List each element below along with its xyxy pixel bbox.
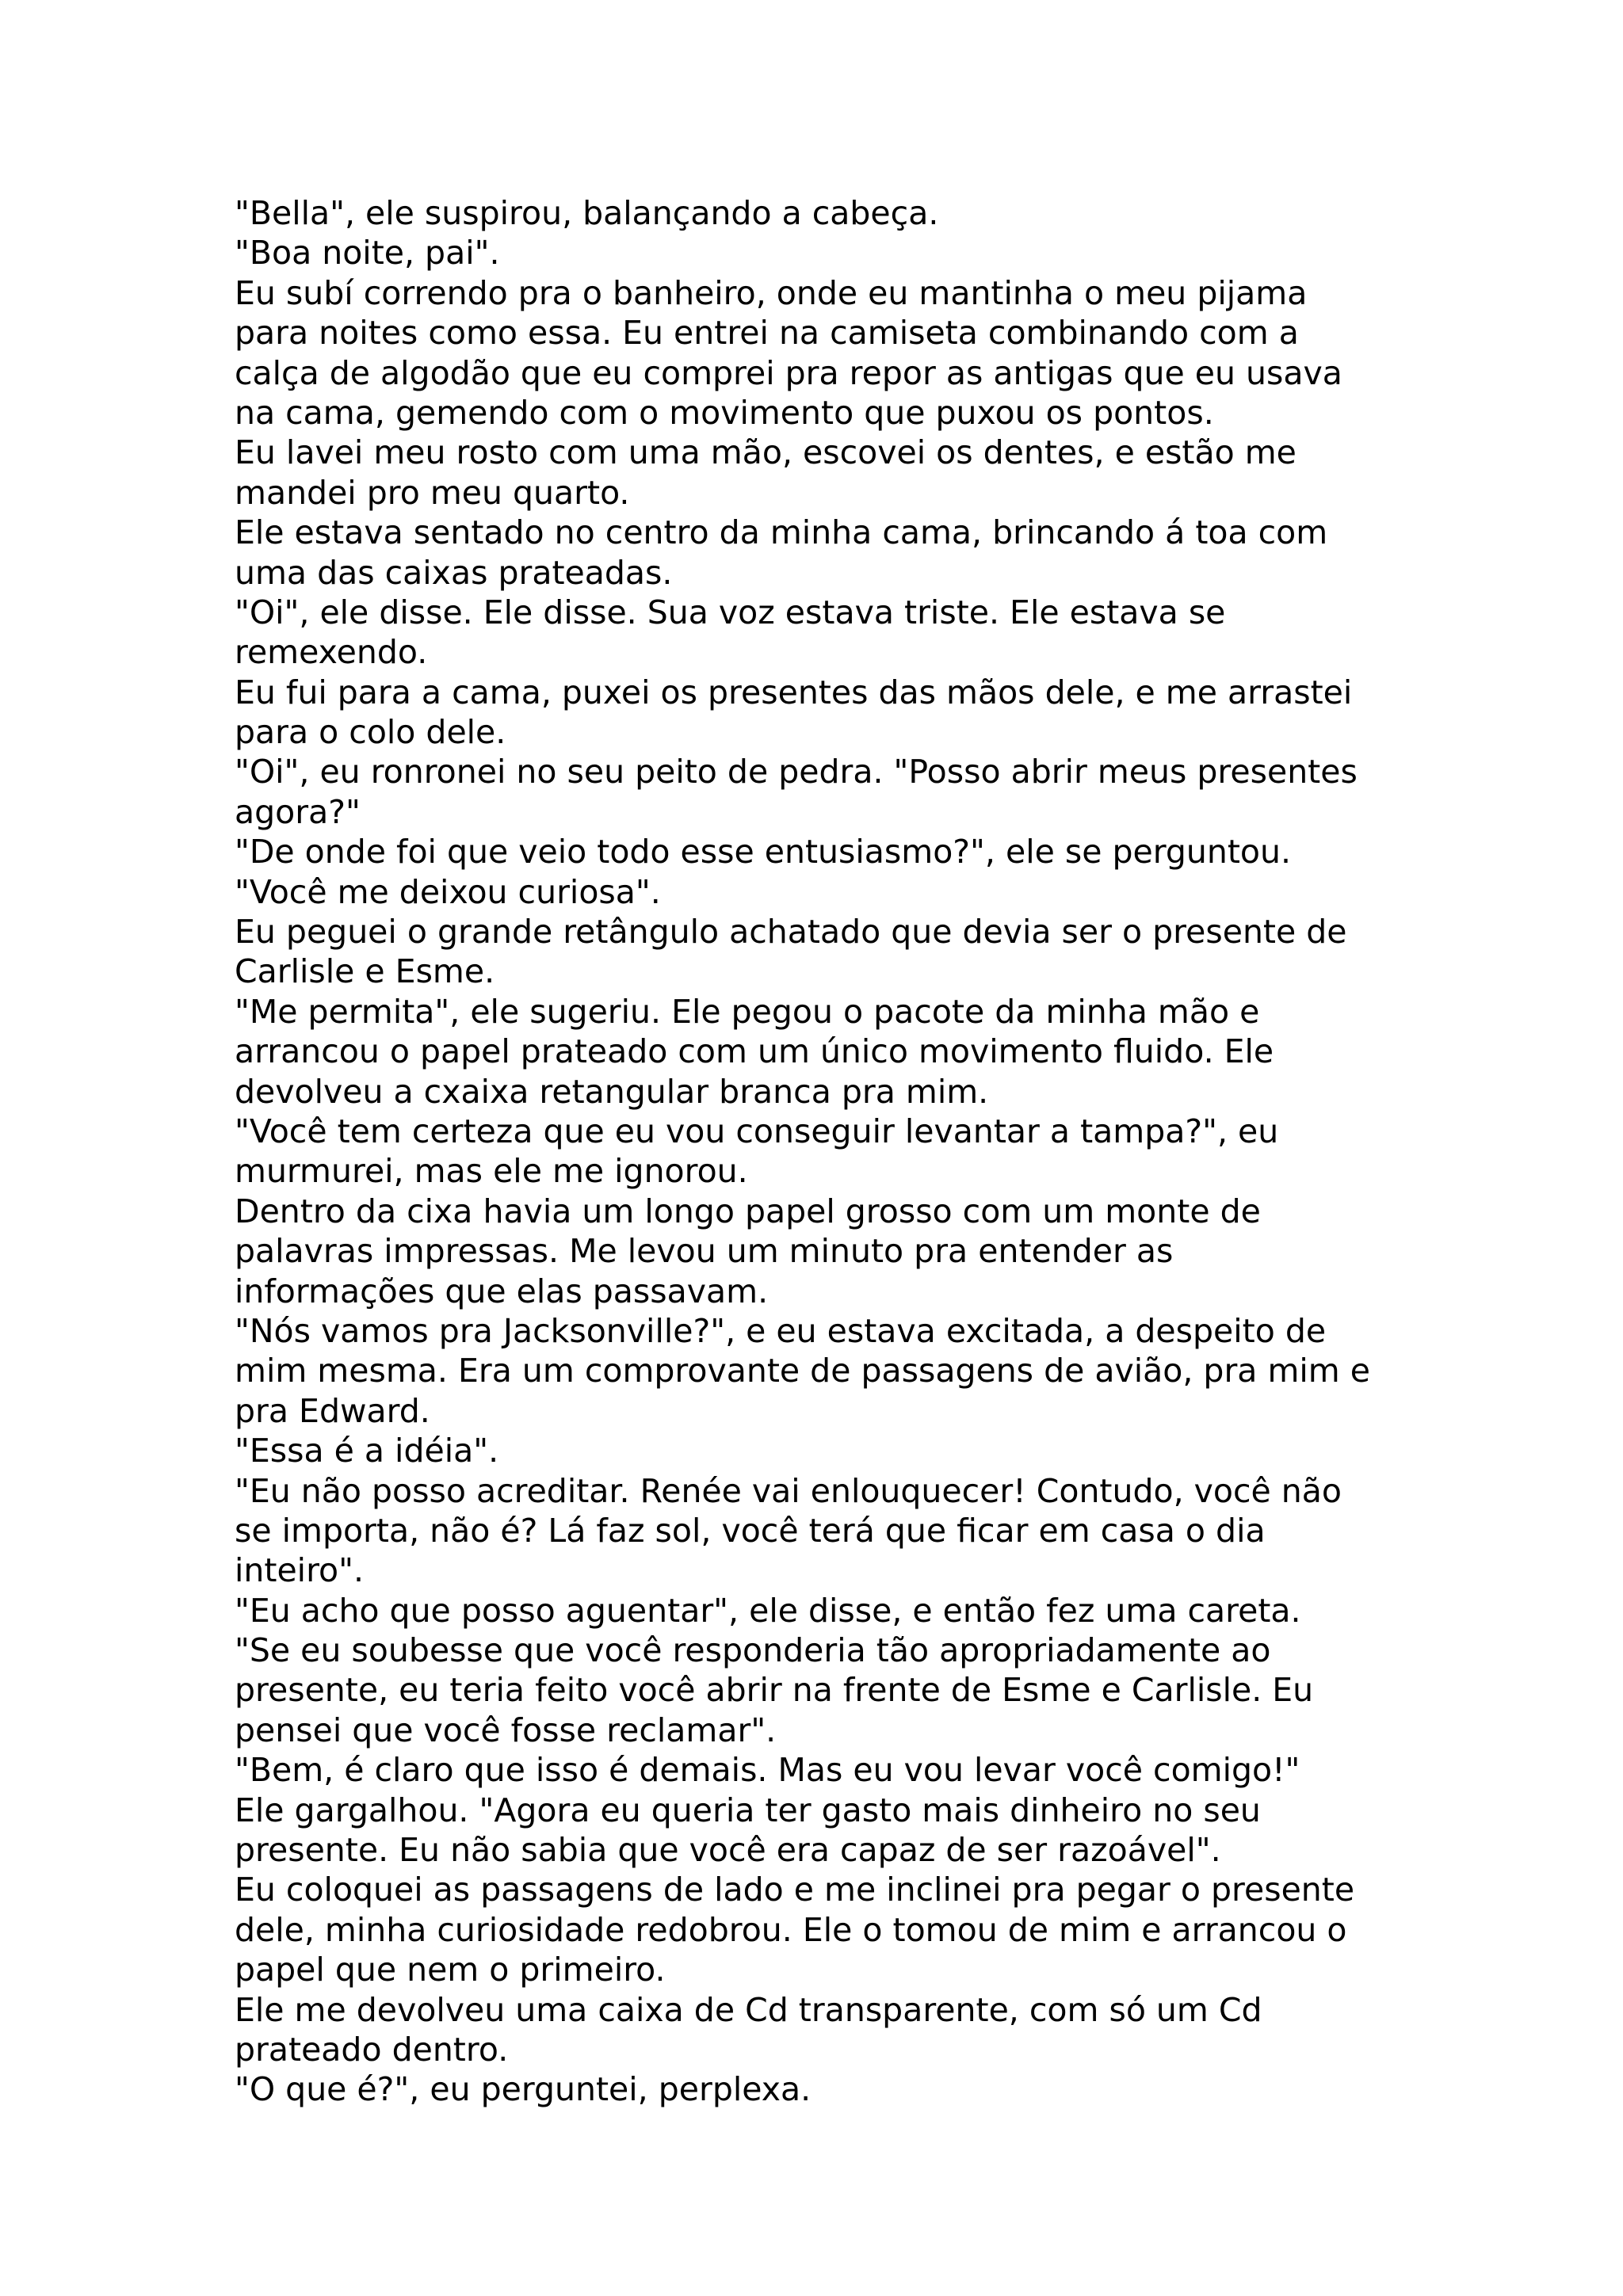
text-line: "Oi", ele disse. Ele disse. Sua voz estava triste. Ele estava se — [235, 593, 1226, 631]
text-line: "De onde foi que veio todo esse entusiasmo?", ele se perguntou. — [235, 833, 1292, 871]
text-line: Carlisle e Esme. — [235, 952, 495, 991]
text-line: inteiro". — [235, 1551, 364, 1590]
text-line: calça de algodão que eu comprei pra repor as antigas que eu usava — [235, 353, 1342, 392]
text-line: presente. Eu não sabia que você era capaz de ser razoável". — [235, 1831, 1221, 1870]
text-line: pensei que você fosse reclamar". — [235, 1711, 777, 1749]
text-line: na cama, gemendo com o movimento que puxou os pontos. — [235, 393, 1214, 432]
text-line: murmurei, mas ele me ignorou. — [235, 1152, 748, 1191]
text-line: informações que elas passavam. — [235, 1272, 769, 1310]
text-line: "O que é?", eu perguntei, perplexa. — [235, 2070, 812, 2109]
text-line: "Boa noite, pai". — [235, 234, 500, 273]
text-line: "Me permita", ele sugeriu. Ele pegou o pacote da minha mão e — [235, 992, 1260, 1031]
text-line: "Bem, é claro que isso é demais. Mas eu vou levar você comigo!" — [235, 1751, 1300, 1790]
text-line: Eu peguei o grande retângulo achatado que devia ser o presente de — [235, 913, 1347, 952]
text-line: Ele gargalhou. "Agora eu queria ter gasto mais dinheiro no seu — [235, 1791, 1261, 1829]
text-line: prateado dentro. — [235, 2030, 509, 2069]
text-line: mim mesma. Era um comprovante de passagens de avião, pra mim e — [235, 1352, 1370, 1390]
text-line: "Eu acho que posso aguentar", ele disse, e então fez uma careta. — [235, 1591, 1301, 1630]
text-line: remexendo. — [235, 633, 428, 672]
text-line: devolveu a cxaixa retangular branca pra mim. — [235, 1072, 989, 1111]
text-line: uma das caixas prateadas. — [235, 553, 673, 592]
text-line: "Se eu soubesse que você responderia tão apropriadamente ao — [235, 1631, 1271, 1670]
text-line: presente, eu teria feito você abrir na frente de Esme e Carlisle. Eu — [235, 1671, 1314, 1710]
text-line: "Bella", ele suspirou, balançando a cabeça. — [235, 194, 939, 232]
text-line: Dentro da cixa havia um longo papel grosso com um monte de — [235, 1192, 1261, 1230]
text-line: arrancou o papel prateado com um único movimento fluido. Ele — [235, 1032, 1274, 1071]
text-line: "Você me deixou curiosa". — [235, 872, 661, 911]
text-line: Ele estava sentado no centro da minha cama, brincando á toa com — [235, 513, 1328, 552]
text-line: mandei pro meu quarto. — [235, 473, 630, 512]
text-line: para o colo dele. — [235, 713, 506, 752]
text-line: Eu subí correndo pra o banheiro, onde eu mantinha o meu pijama — [235, 273, 1308, 312]
text-line: Eu lavei meu rosto com uma mão, escovei os dentes, e estão me — [235, 433, 1296, 472]
text-line: "Você tem certeza que eu vou conseguir levantar a tampa?", eu — [235, 1112, 1279, 1150]
body-text — [235, 193, 1439, 2110]
text-line: "Nós vamos pra Jacksonville?", e eu estava excitada, a despeito de — [235, 1311, 1327, 1350]
text-line: se importa, não é? Lá faz sol, você terá que ficar em casa o dia — [235, 1511, 1266, 1550]
text-line: pra Edward. — [235, 1391, 430, 1430]
text-line: dele, minha curiosidade redobrou. Ele o tomou de mim e arrancou o — [235, 1910, 1347, 1949]
text-line: agora?" — [235, 792, 361, 831]
text-line: "Eu não posso acreditar. Renée vai enlouquecer! Contudo, você não — [235, 1471, 1342, 1510]
text-line: Eu coloquei as passagens de lado e me inclinei pra pegar o presente — [235, 1871, 1355, 1909]
text-line: para noites como essa. Eu entrei na camiseta combinando com a — [235, 314, 1299, 353]
text-line: Eu fui para a cama, puxei os presentes das mãos dele, e me arrastei — [235, 673, 1353, 711]
text-line: papel que nem o primeiro. — [235, 1951, 666, 1989]
text-line: "Oi", eu ronronei no seu peito de pedra. "Posso abrir meus presentes — [235, 753, 1358, 791]
text-line: palavras impressas. Me levou um minuto pra entender as — [235, 1232, 1174, 1271]
text-line: "Essa é a idéia". — [235, 1432, 499, 1470]
text-line: Ele me devolveu uma caixa de Cd transparente, com só um Cd — [235, 1990, 1262, 2029]
